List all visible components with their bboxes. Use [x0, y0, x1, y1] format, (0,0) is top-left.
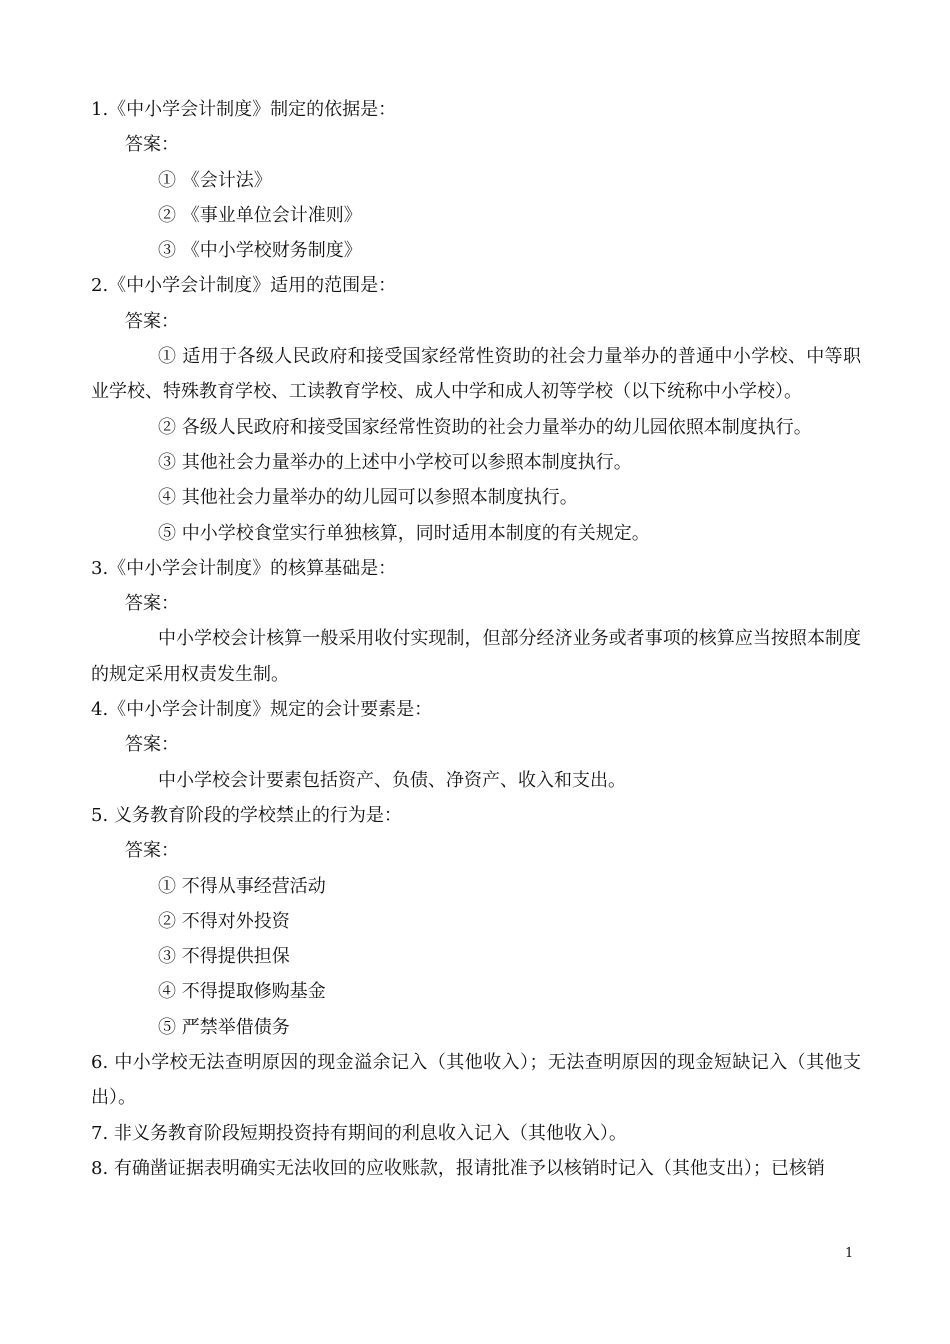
answer-label-5: 答案： [125, 840, 179, 862]
answer-3-1: 中小学校会计核算一般采用收付实现制，但部分经济业务或者事项的核算应当按照本制度的规定采用权责发生制。 [91, 628, 861, 685]
answer-2-1: ① 适用于各级人民政府和接受国家经常性资助的社会力量举办的普通中小学校、中等职业学校、特殊教育学校、工读教育学校、成人中学和成人初等学校（以下统称中小学校）。 [91, 346, 861, 403]
statement-7: 7. 非义务教育阶段短期投资持有期间的利息收入记入（其他收入）。 [91, 1122, 627, 1144]
question-5: 5. 义务教育阶段的学校禁止的行为是： [91, 804, 402, 826]
question-4: 4.《中小学会计制度》规定的会计要素是： [91, 699, 433, 721]
answer-2-5: ⑤ 中小学校食堂实行单独核算，同时适用本制度的有关规定。 [158, 522, 650, 544]
question-3: 3.《中小学会计制度》的核算基础是： [91, 557, 397, 579]
answer-1-2: ② 《事业单位会计准则》 [158, 204, 362, 226]
answer-5-1: ① 不得从事经营活动 [158, 875, 326, 897]
answer-5-3: ③ 不得提供担保 [158, 946, 290, 968]
page-number: 1 [845, 1246, 854, 1261]
answer-label-3: 答案： [125, 593, 179, 615]
answer-4-1: 中小学校会计要素包括资产、负债、净资产、收入和支出。 [158, 769, 626, 791]
answer-2-4: ④ 其他社会力量举办的幼儿园可以参照本制度执行。 [158, 487, 578, 509]
answer-1-3: ③ 《中小学校财务制度》 [158, 240, 362, 262]
document-body [91, 92, 861, 1186]
question-1: 1.《中小学会计制度》制定的依据是： [91, 99, 397, 120]
answer-label-1: 答案： [125, 134, 179, 156]
answer-5-5: ⑤ 严禁举借债务 [158, 1016, 290, 1038]
answer-2-2: ② 各级人民政府和接受国家经常性资助的社会力量举办的幼儿园依照本制度执行。 [158, 416, 812, 438]
answer-5-2: ② 不得对外投资 [158, 910, 290, 932]
answer-label-4: 答案： [125, 734, 179, 756]
answer-2-3: ③ 其他社会力量举办的上述中小学校可以参照本制度执行。 [158, 451, 632, 473]
answer-5-4: ④ 不得提取修购基金 [158, 981, 326, 1003]
answer-label-2: 答案： [125, 310, 179, 332]
question-2: 2.《中小学会计制度》适用的范围是： [91, 275, 397, 297]
statement-8: 8. 有确凿证据表明确实无法收回的应收账款，报请批准予以核销时记入（其他支出）；已核销 [91, 1157, 825, 1179]
answer-1-1: ① 《会计法》 [158, 169, 272, 191]
statement-6: 6. 中小学校无法查明原因的现金溢余记入（其他收入）；无法查明原因的现金短缺记入（其他支出）。 [91, 1052, 861, 1109]
